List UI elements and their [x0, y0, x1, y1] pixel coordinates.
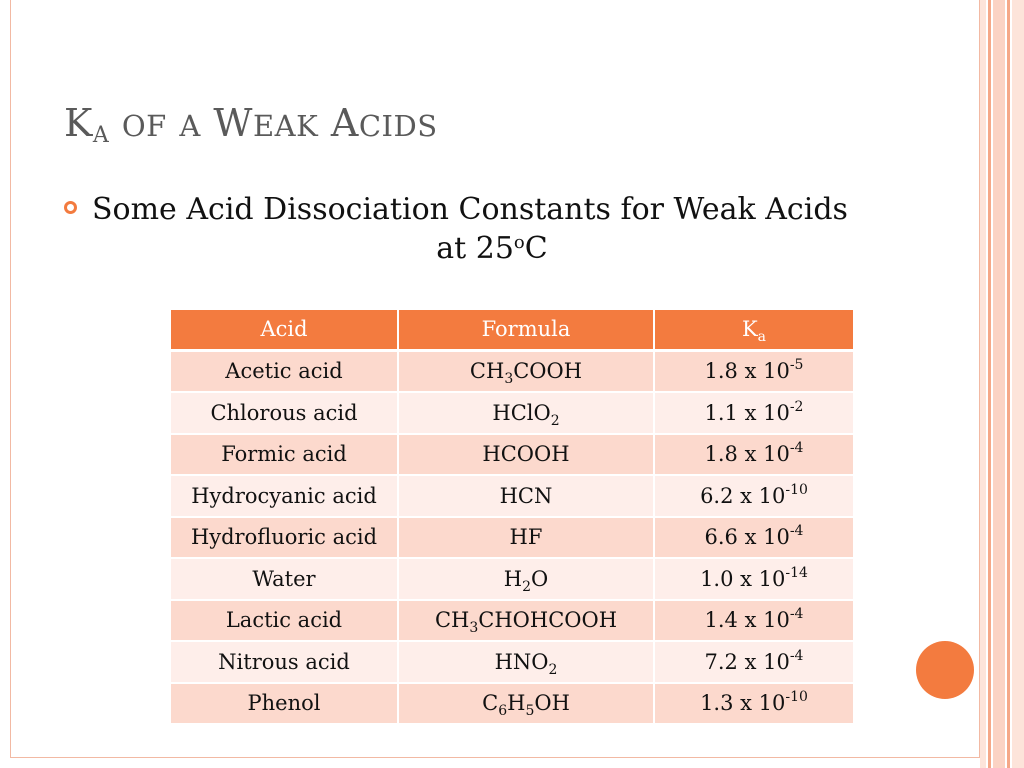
- table-body: [171, 352, 853, 726]
- title-k: K: [64, 101, 93, 145]
- bullet-line-2-main: at 25: [436, 231, 514, 266]
- stripe: [993, 0, 1005, 768]
- title-word-of: OF: [121, 109, 167, 143]
- ka-base: 1.4 x 10: [704, 608, 790, 633]
- cell-ka: [655, 352, 853, 394]
- header-acid: Acid: [171, 310, 399, 352]
- acid-constants-table: [171, 310, 853, 725]
- ka-base: 7.2 x 10: [704, 649, 790, 674]
- formula-part: CH: [469, 359, 505, 384]
- ka-exponent: -4: [789, 647, 804, 664]
- stripe: [1012, 0, 1024, 768]
- cell-formula: [399, 476, 655, 518]
- ka-exponent: -10: [785, 481, 808, 498]
- cell-acid: Chlorous acid: [171, 393, 399, 435]
- header-formula: Formula: [399, 310, 655, 352]
- formula-part: COOH: [513, 359, 583, 384]
- formula-part: H: [503, 566, 523, 591]
- table-row: [171, 393, 853, 435]
- cell-acid: Hydrocyanic acid: [171, 476, 399, 518]
- ka-exponent: -10: [785, 689, 808, 706]
- title-word-a: A: [179, 109, 201, 143]
- cell-ka: [655, 642, 853, 684]
- formula-subscript: 2: [548, 661, 558, 678]
- formula-part: H: [507, 691, 526, 716]
- cell-formula: [399, 601, 655, 643]
- title-weak-rest: EAK: [252, 109, 319, 143]
- stripe: [988, 0, 991, 768]
- formula-part: HF: [509, 525, 543, 550]
- formula-part: O: [531, 566, 549, 591]
- ka-exponent: -4: [789, 440, 804, 457]
- cell-formula: [399, 642, 655, 684]
- table-row: [171, 559, 853, 601]
- formula-part: OH: [534, 691, 570, 716]
- cell-formula: [399, 393, 655, 435]
- formula-subscript: 3: [504, 371, 514, 388]
- ka-exponent: -2: [789, 398, 804, 415]
- ka-base: 1.3 x 10: [700, 691, 786, 716]
- ka-exponent: -4: [789, 523, 804, 540]
- cell-formula: [399, 518, 655, 560]
- cell-formula: [399, 684, 655, 726]
- formula-part: HClO: [492, 400, 551, 425]
- formula-part: CH: [434, 608, 470, 633]
- table-row: [171, 476, 853, 518]
- cell-acid: Lactic acid: [171, 601, 399, 643]
- ka-exponent: -4: [789, 606, 804, 623]
- stripe: [1007, 0, 1010, 768]
- title-weak-initial: W: [213, 101, 253, 145]
- formula-part: HCN: [499, 483, 553, 508]
- formula-subscript: 6: [498, 703, 508, 720]
- ka-base: 1.1 x 10: [704, 400, 790, 425]
- cell-ka: [655, 601, 853, 643]
- formula-part: HCOOH: [482, 442, 570, 467]
- ka-base: 1.0 x 10: [700, 566, 786, 591]
- ka-exponent: -5: [789, 357, 804, 374]
- bullet-line-2: [92, 229, 892, 268]
- decorative-stripes: [980, 0, 1024, 768]
- cell-formula: [399, 559, 655, 601]
- table-row: [171, 435, 853, 477]
- cell-ka: [655, 476, 853, 518]
- title-k-subscript: A: [92, 123, 110, 148]
- cell-formula: [399, 435, 655, 477]
- table-header-row: [171, 310, 853, 352]
- cell-acid: Acetic acid: [171, 352, 399, 394]
- ka-base: 1.8 x 10: [704, 442, 790, 467]
- bullet-line-1: Some Acid Dissociation Constants for Weak Acids: [92, 192, 848, 227]
- cell-acid: Nitrous acid: [171, 642, 399, 684]
- title-word-acids: [331, 101, 438, 145]
- table-row: [171, 352, 853, 394]
- formula-subscript: 2: [522, 578, 532, 595]
- cell-ka: [655, 684, 853, 726]
- ka-exponent: -14: [785, 564, 808, 581]
- cell-acid: Formic acid: [171, 435, 399, 477]
- slide-title: [64, 101, 438, 148]
- cell-ka: [655, 435, 853, 477]
- table-row: [171, 684, 853, 726]
- cell-acid: Hydrofluoric acid: [171, 518, 399, 560]
- ka-base: 6.2 x 10: [700, 483, 786, 508]
- cell-ka: [655, 393, 853, 435]
- title-acids-initial: A: [330, 101, 359, 145]
- table-row: [171, 642, 853, 684]
- stripe: [980, 0, 986, 768]
- cell-acid: Phenol: [171, 684, 399, 726]
- formula-part: C: [482, 691, 499, 716]
- cell-acid: Water: [171, 559, 399, 601]
- ring-bullet-icon: [64, 201, 77, 214]
- cell-formula: [399, 352, 655, 394]
- decorative-circle: [916, 641, 974, 699]
- ka-base: 1.8 x 10: [704, 359, 790, 384]
- formula-part: HNO: [494, 649, 549, 674]
- header-ka-main: K: [741, 317, 758, 342]
- title-word-weak: [213, 101, 318, 145]
- formula-subscript: 2: [550, 412, 560, 429]
- formula-subscript: 5: [525, 703, 535, 720]
- title-acids-rest: CIDS: [358, 109, 438, 143]
- header-ka-sub: a: [757, 329, 767, 346]
- bullet-line-2-end: C: [524, 231, 548, 266]
- cell-ka: [655, 518, 853, 560]
- degree-superscript: o: [513, 232, 525, 253]
- header-ka: [655, 310, 853, 352]
- cell-ka: [655, 559, 853, 601]
- table-row: [171, 601, 853, 643]
- ka-base: 6.6 x 10: [704, 525, 790, 550]
- formula-subscript: 3: [469, 620, 479, 637]
- formula-part: CHOHCOOH: [478, 608, 618, 633]
- bullet-text: [92, 190, 892, 268]
- table-row: [171, 518, 853, 560]
